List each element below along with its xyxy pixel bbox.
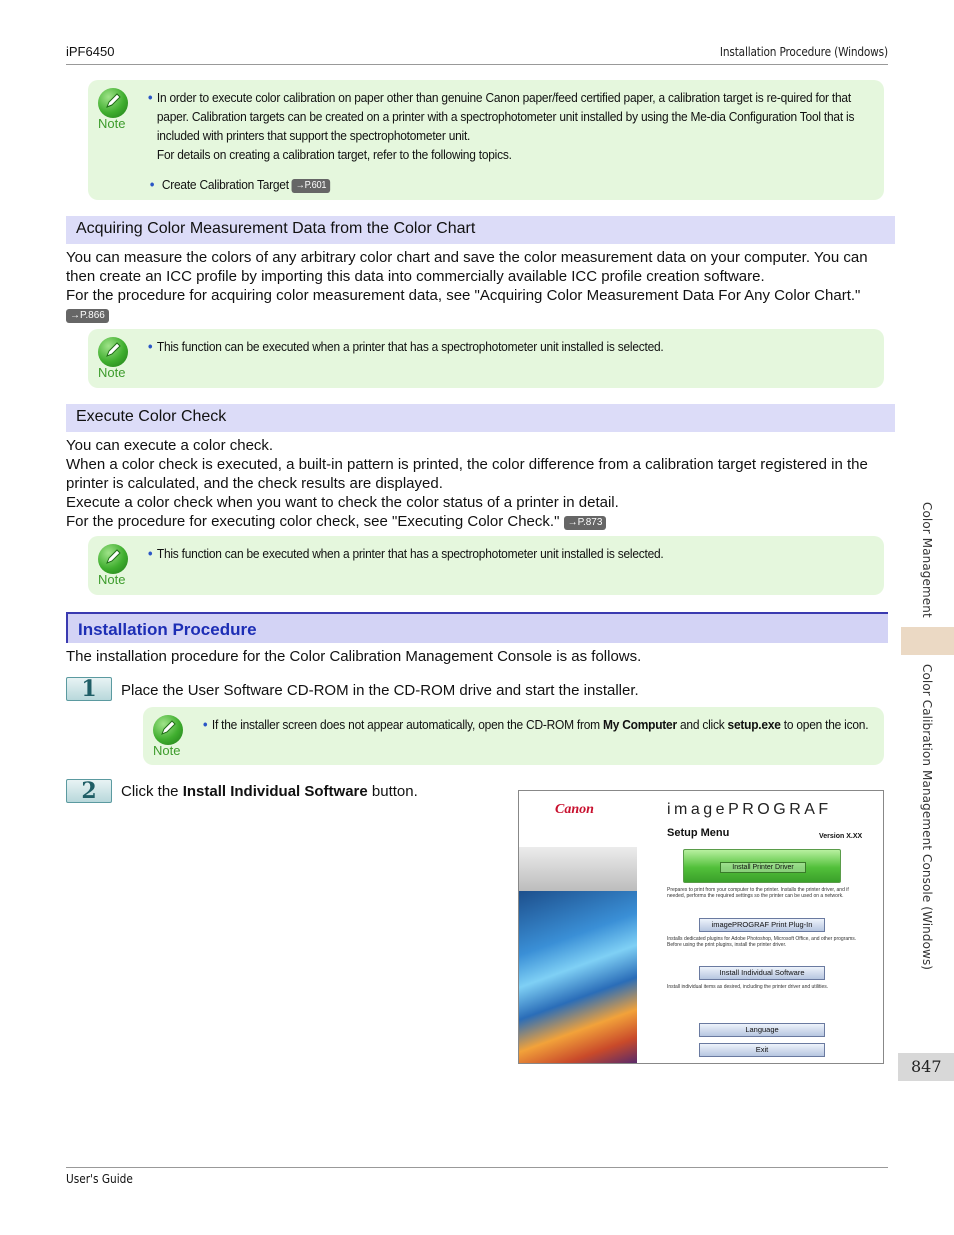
paragraph: For the procedure for acquiring color measurement data, see "Acquiring Color Measurement Data For Any Color Chart." (66, 287, 861, 304)
header-model: iPF6450 (66, 44, 115, 59)
setup-menu-title: Setup Menu (667, 827, 730, 839)
page-ref-link[interactable]: →P.601 (292, 179, 330, 193)
install-printer-driver-button[interactable] (683, 849, 841, 883)
printed-poster-image (519, 891, 637, 1063)
page-ref-link[interactable]: →P.866 (66, 309, 109, 323)
step-number: 2 (66, 779, 112, 803)
bullet-icon: • (148, 338, 153, 354)
plugin-description: Installs dedicated plugins for Adobe Photoshop, Microsoft Office, and other programs. Before using the print plugins, install the printer driver. (667, 936, 857, 948)
note-box (88, 80, 884, 200)
paragraph: Execute a color check when you want to check the color status of a printer in detail. (66, 494, 619, 511)
note2-text: This function can be executed when a printer that has a spectrophotometer unit installed is selected. (156, 339, 664, 354)
footer-divider (66, 1167, 888, 1168)
button-label: Install Printer Driver (720, 862, 806, 873)
header-section: Installation Procedure (Windows) (719, 45, 888, 59)
note1-link[interactable]: Create Calibration Target (161, 177, 289, 192)
version-label: Version X.XX (819, 833, 863, 840)
note-text-part: and click (676, 717, 728, 732)
note-label: Note (98, 365, 126, 380)
note1-line2: For details on creating a calibration target, refer to the following topics. (156, 147, 512, 162)
section2-body (66, 436, 888, 531)
note-box (88, 329, 884, 388)
note-text-part: If the installer screen does not appear automatically, open the CD-ROM from (211, 717, 604, 732)
note-text-part: to open the icon. (780, 717, 869, 732)
exit-button[interactable]: Exit (699, 1043, 825, 1057)
main-section-heading: Installation Procedure (66, 612, 888, 643)
header-divider (66, 64, 888, 65)
printer-image (519, 847, 637, 897)
product-title: imagePROGRAF (667, 801, 832, 818)
page-number: 847 (898, 1053, 954, 1081)
step-text (121, 783, 418, 800)
note-pencil-icon (98, 88, 128, 118)
footer-guide: User's Guide (66, 1172, 133, 1186)
section3-intro: The installation procedure for the Color Calibration Management Console is as follows. (66, 648, 642, 665)
step-text: Place the User Software CD-ROM in the CD-ROM drive and start the installer. (121, 682, 639, 699)
driver-description: Prepares to print from your computer to the printer. Installs the printer driver, and if needed, performs the required settings so the printer can be used on a network. (667, 887, 849, 899)
page-ref-link[interactable]: →P.873 (564, 516, 607, 530)
note3-text: This function can be executed when a printer that has a spectrophotometer unit installed is selected. (156, 546, 664, 561)
note-pencil-icon (153, 715, 183, 745)
note-box (88, 536, 884, 595)
step-text-part: Click the (121, 783, 183, 800)
installer-screenshot (518, 790, 884, 1064)
individual-description: Install individual items as desired, including the printer driver and utilities. (667, 984, 829, 990)
side-tab-calibration-console[interactable]: Color Calibration Management Console (Windows) (920, 664, 934, 971)
paragraph: You can measure the colors of any arbitrary color chart and save the color measurement data on your computer. You can then create an ICC profile by importing this data into commercially available ICC profile creation software. (66, 249, 868, 285)
note-text (203, 715, 875, 734)
paragraph: For the procedure for executing color check, see "Executing Color Check." (66, 513, 560, 530)
paragraph: When a color check is executed, a built-in pattern is printed, the color difference from a calibration target registered in the printer is calculated, and the check results are displayed. (66, 456, 868, 492)
section-heading: Execute Color Check (66, 404, 895, 432)
note-pencil-icon (98, 544, 128, 574)
language-button[interactable]: Language (699, 1023, 825, 1037)
bullet-icon: • (148, 89, 153, 105)
bullet-icon: • (148, 545, 153, 561)
step-text-bold: Install Individual Software (182, 783, 368, 800)
note1-text: In order to execute color calibration on paper other than genuine Canon paper/feed certified paper, a calibration target is re-quired for that paper. Calibration targets can be created on a printer with a spectrophotometer unit installed by using the Me-dia Configuration Tool that is included with printers that support the spectrophotometer unit. (156, 90, 855, 143)
note-text (148, 337, 866, 356)
section1-body (66, 248, 888, 324)
note-box (143, 707, 884, 765)
note-bold-my-computer: My Computer (603, 717, 677, 732)
note-bold-setup-exe: setup.exe (727, 717, 781, 732)
note-label: Note (98, 572, 126, 587)
note-text (148, 88, 866, 194)
step-text-part: button. (367, 783, 418, 800)
paragraph: You can execute a color check. (66, 437, 274, 454)
side-tab-color-management[interactable]: Color Management (920, 502, 934, 618)
note-label: Note (153, 743, 181, 758)
bullet-icon: • (203, 716, 208, 732)
side-tab-marker (901, 627, 954, 655)
print-plugin-button[interactable]: imagePROGRAF Print Plug-In (699, 918, 825, 932)
step-number: 1 (66, 677, 112, 701)
install-individual-software-button[interactable]: Install Individual Software (699, 966, 825, 980)
canon-logo: Canon (555, 802, 594, 817)
bullet-icon: • (149, 176, 155, 192)
installer-artwork (519, 791, 637, 1063)
note-label: Note (98, 116, 126, 131)
note-pencil-icon (98, 337, 128, 367)
note-text (148, 544, 866, 563)
section-heading: Acquiring Color Measurement Data from the Color Chart (66, 216, 895, 244)
